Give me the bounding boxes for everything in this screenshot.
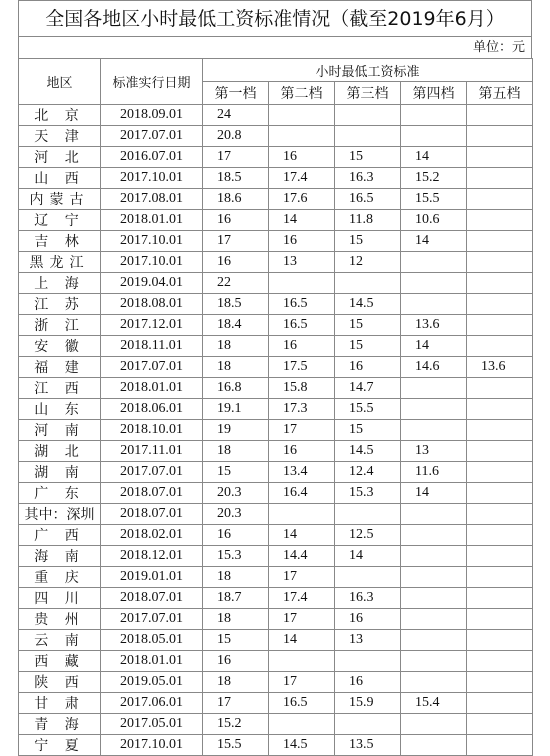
cell-tier-1: 16 xyxy=(203,651,269,672)
cell-region: 云 南 xyxy=(19,630,101,651)
cell-region: 宁 夏 xyxy=(19,735,101,756)
cell-tier-4: 14 xyxy=(401,231,467,252)
cell-tier-4 xyxy=(401,504,467,525)
cell-tier-1: 17 xyxy=(203,231,269,252)
cell-tier-4 xyxy=(401,525,467,546)
cell-region: 江 苏 xyxy=(19,294,101,315)
table-row xyxy=(19,126,533,147)
cell-tier-4: 14 xyxy=(401,483,467,504)
cell-tier-1: 19.1 xyxy=(203,399,269,420)
cell-tier-5 xyxy=(467,546,533,567)
cell-region: 河 北 xyxy=(19,147,101,168)
cell-tier-3: 13.5 xyxy=(335,735,401,756)
cell-tier-4 xyxy=(401,420,467,441)
cell-tier-3: 15 xyxy=(335,420,401,441)
cell-region: 安 徽 xyxy=(19,336,101,357)
cell-tier-4 xyxy=(401,567,467,588)
cell-date: 2018.07.01 xyxy=(101,588,203,609)
cell-region: 上 海 xyxy=(19,273,101,294)
cell-tier-3: 16 xyxy=(335,672,401,693)
table-row xyxy=(19,420,533,441)
cell-tier-3: 16.5 xyxy=(335,189,401,210)
cell-date: 2019.01.01 xyxy=(101,567,203,588)
cell-tier-5 xyxy=(467,693,533,714)
cell-tier-5 xyxy=(467,126,533,147)
cell-region: 陕 西 xyxy=(19,672,101,693)
header-wage-group: 小时最低工资标准 xyxy=(203,59,533,82)
cell-tier-2: 17.3 xyxy=(269,399,335,420)
header-date: 标准实行日期 xyxy=(101,59,203,105)
cell-tier-4 xyxy=(401,672,467,693)
cell-tier-2: 15.8 xyxy=(269,378,335,399)
cell-region: 辽 宁 xyxy=(19,210,101,231)
table-row xyxy=(19,189,533,210)
cell-date: 2018.05.01 xyxy=(101,630,203,651)
cell-tier-4 xyxy=(401,378,467,399)
cell-tier-4: 14.6 xyxy=(401,357,467,378)
cell-tier-5 xyxy=(467,441,533,462)
cell-tier-1: 16 xyxy=(203,210,269,231)
cell-tier-2: 17 xyxy=(269,672,335,693)
cell-date: 2018.12.01 xyxy=(101,546,203,567)
cell-date: 2018.06.01 xyxy=(101,399,203,420)
cell-region: 海 南 xyxy=(19,546,101,567)
cell-tier-3 xyxy=(335,651,401,672)
cell-tier-3: 15.3 xyxy=(335,483,401,504)
cell-tier-3: 15 xyxy=(335,315,401,336)
cell-tier-5 xyxy=(467,651,533,672)
table-row xyxy=(19,651,533,672)
cell-tier-5 xyxy=(467,588,533,609)
cell-tier-2: 16.5 xyxy=(269,294,335,315)
cell-tier-5 xyxy=(467,105,533,126)
cell-tier-1: 16 xyxy=(203,525,269,546)
cell-tier-4: 14 xyxy=(401,336,467,357)
cell-tier-3: 15 xyxy=(335,231,401,252)
cell-tier-5 xyxy=(467,378,533,399)
cell-tier-3 xyxy=(335,126,401,147)
cell-region: 贵 州 xyxy=(19,609,101,630)
table-row xyxy=(19,231,533,252)
cell-tier-4 xyxy=(401,273,467,294)
cell-tier-2: 16 xyxy=(269,441,335,462)
cell-tier-4: 15.5 xyxy=(401,189,467,210)
cell-tier-3: 16.3 xyxy=(335,588,401,609)
cell-tier-2: 17.6 xyxy=(269,189,335,210)
cell-region: 甘 肃 xyxy=(19,693,101,714)
cell-tier-2: 13 xyxy=(269,252,335,273)
cell-tier-2: 17 xyxy=(269,567,335,588)
cell-tier-1: 15.3 xyxy=(203,546,269,567)
cell-tier-4 xyxy=(401,294,467,315)
cell-tier-5 xyxy=(467,147,533,168)
table-row xyxy=(19,336,533,357)
cell-date: 2019.05.01 xyxy=(101,672,203,693)
cell-date: 2017.12.01 xyxy=(101,315,203,336)
cell-tier-3 xyxy=(335,714,401,735)
cell-tier-1: 16.8 xyxy=(203,378,269,399)
cell-tier-1: 20.3 xyxy=(203,483,269,504)
cell-tier-2 xyxy=(269,273,335,294)
cell-tier-3: 16 xyxy=(335,357,401,378)
table-row xyxy=(19,315,533,336)
cell-tier-5 xyxy=(467,567,533,588)
cell-date: 2017.08.01 xyxy=(101,189,203,210)
cell-tier-2: 16 xyxy=(269,147,335,168)
cell-tier-2 xyxy=(269,714,335,735)
cell-date: 2017.07.01 xyxy=(101,126,203,147)
table-row xyxy=(19,735,533,756)
cell-region: 浙 江 xyxy=(19,315,101,336)
cell-tier-2 xyxy=(269,504,335,525)
cell-tier-1: 15.2 xyxy=(203,714,269,735)
table-row xyxy=(19,273,533,294)
cell-tier-4 xyxy=(401,714,467,735)
cell-date: 2018.09.01 xyxy=(101,105,203,126)
cell-region: 湖 南 xyxy=(19,462,101,483)
cell-tier-5 xyxy=(467,609,533,630)
cell-tier-1: 18.5 xyxy=(203,294,269,315)
cell-tier-3 xyxy=(335,273,401,294)
cell-tier-1: 18 xyxy=(203,357,269,378)
cell-tier-2 xyxy=(269,126,335,147)
header-tier-2: 第二档 xyxy=(269,82,335,105)
table-row xyxy=(19,567,533,588)
cell-tier-2: 17 xyxy=(269,420,335,441)
cell-tier-2: 16.4 xyxy=(269,483,335,504)
cell-date: 2017.07.01 xyxy=(101,462,203,483)
cell-tier-4: 10.6 xyxy=(401,210,467,231)
cell-tier-3: 15.9 xyxy=(335,693,401,714)
cell-tier-5 xyxy=(467,273,533,294)
cell-tier-5 xyxy=(467,462,533,483)
cell-tier-3 xyxy=(335,105,401,126)
table-row xyxy=(19,483,533,504)
header-tier-3: 第三档 xyxy=(335,82,401,105)
table-row xyxy=(19,462,533,483)
cell-tier-1: 20.8 xyxy=(203,126,269,147)
cell-date: 2018.01.01 xyxy=(101,378,203,399)
cell-region: 河 南 xyxy=(19,420,101,441)
cell-tier-1: 19 xyxy=(203,420,269,441)
cell-tier-2: 17.4 xyxy=(269,168,335,189)
cell-region: 山 东 xyxy=(19,399,101,420)
cell-region: 黑龙江 xyxy=(19,252,101,273)
cell-date: 2018.01.01 xyxy=(101,651,203,672)
cell-tier-2 xyxy=(269,651,335,672)
cell-tier-2: 14 xyxy=(269,630,335,651)
cell-tier-1: 18 xyxy=(203,441,269,462)
cell-tier-3: 15 xyxy=(335,336,401,357)
cell-tier-1: 18 xyxy=(203,609,269,630)
cell-tier-1: 18.4 xyxy=(203,315,269,336)
cell-date: 2018.02.01 xyxy=(101,525,203,546)
cell-tier-3: 12 xyxy=(335,252,401,273)
cell-date: 2019.04.01 xyxy=(101,273,203,294)
cell-date: 2018.11.01 xyxy=(101,336,203,357)
cell-tier-3: 15 xyxy=(335,147,401,168)
table-body xyxy=(19,105,533,756)
table-row xyxy=(19,399,533,420)
cell-tier-4: 14 xyxy=(401,147,467,168)
cell-date: 2018.01.01 xyxy=(101,210,203,231)
cell-date: 2017.10.01 xyxy=(101,168,203,189)
cell-tier-5 xyxy=(467,525,533,546)
cell-region: 四 川 xyxy=(19,588,101,609)
cell-region: 江 西 xyxy=(19,378,101,399)
cell-tier-5 xyxy=(467,336,533,357)
cell-tier-5 xyxy=(467,504,533,525)
cell-date: 2018.08.01 xyxy=(101,294,203,315)
cell-tier-1: 18 xyxy=(203,336,269,357)
cell-region: 吉 林 xyxy=(19,231,101,252)
cell-tier-3: 14.5 xyxy=(335,441,401,462)
cell-tier-5 xyxy=(467,714,533,735)
cell-region: 福 建 xyxy=(19,357,101,378)
cell-tier-1: 18.5 xyxy=(203,168,269,189)
cell-tier-1: 17 xyxy=(203,147,269,168)
table-row xyxy=(19,609,533,630)
cell-tier-1: 20.3 xyxy=(203,504,269,525)
cell-tier-1: 17 xyxy=(203,693,269,714)
cell-tier-1: 18 xyxy=(203,672,269,693)
cell-tier-1: 16 xyxy=(203,252,269,273)
cell-tier-2: 17.5 xyxy=(269,357,335,378)
cell-tier-2: 16.5 xyxy=(269,693,335,714)
table-row xyxy=(19,210,533,231)
cell-tier-4 xyxy=(401,252,467,273)
cell-tier-5 xyxy=(467,168,533,189)
cell-date: 2016.07.01 xyxy=(101,147,203,168)
cell-date: 2017.10.01 xyxy=(101,735,203,756)
cell-tier-3: 14 xyxy=(335,546,401,567)
cell-tier-3: 14.5 xyxy=(335,294,401,315)
cell-tier-3: 14.7 xyxy=(335,378,401,399)
table-row xyxy=(19,630,533,651)
cell-tier-3 xyxy=(335,567,401,588)
table-row xyxy=(19,378,533,399)
cell-date: 2017.07.01 xyxy=(101,609,203,630)
cell-region: 西 藏 xyxy=(19,651,101,672)
cell-tier-3: 15.5 xyxy=(335,399,401,420)
table-row xyxy=(19,105,533,126)
cell-region: 天 津 xyxy=(19,126,101,147)
cell-tier-1: 15 xyxy=(203,630,269,651)
cell-tier-4: 13.6 xyxy=(401,315,467,336)
cell-tier-4 xyxy=(401,588,467,609)
cell-tier-4 xyxy=(401,105,467,126)
cell-tier-2 xyxy=(269,105,335,126)
cell-tier-1: 15 xyxy=(203,462,269,483)
cell-tier-5 xyxy=(467,420,533,441)
cell-tier-5 xyxy=(467,189,533,210)
cell-date: 2018.10.01 xyxy=(101,420,203,441)
cell-tier-5: 13.6 xyxy=(467,357,533,378)
cell-region: 北 京 xyxy=(19,105,101,126)
cell-tier-5 xyxy=(467,231,533,252)
table-header xyxy=(19,59,533,105)
cell-region: 山 西 xyxy=(19,168,101,189)
cell-tier-4 xyxy=(401,546,467,567)
header-tier-4: 第四档 xyxy=(401,82,467,105)
cell-tier-5 xyxy=(467,252,533,273)
cell-tier-4 xyxy=(401,399,467,420)
cell-region: 其中：深圳 xyxy=(19,504,101,525)
cell-region: 青 海 xyxy=(19,714,101,735)
cell-tier-3: 12.5 xyxy=(335,525,401,546)
cell-tier-4: 15.4 xyxy=(401,693,467,714)
cell-tier-2: 16 xyxy=(269,231,335,252)
cell-tier-1: 24 xyxy=(203,105,269,126)
table-row xyxy=(19,504,533,525)
cell-region: 内蒙古 xyxy=(19,189,101,210)
cell-tier-1: 18.7 xyxy=(203,588,269,609)
table-row xyxy=(19,147,533,168)
table-row xyxy=(19,714,533,735)
cell-tier-4 xyxy=(401,609,467,630)
table-row xyxy=(19,357,533,378)
cell-tier-5 xyxy=(467,483,533,504)
table-row xyxy=(19,252,533,273)
cell-region: 湖 北 xyxy=(19,441,101,462)
minimum-wage-table xyxy=(18,58,533,756)
cell-date: 2017.10.01 xyxy=(101,231,203,252)
cell-tier-1: 18.6 xyxy=(203,189,269,210)
cell-tier-2: 14 xyxy=(269,210,335,231)
table-title: 全国各地区小时最低工资标准情况（截至2019年6月） xyxy=(18,0,532,36)
cell-tier-3: 16.3 xyxy=(335,168,401,189)
cell-tier-3: 13 xyxy=(335,630,401,651)
cell-tier-5 xyxy=(467,630,533,651)
table-row xyxy=(19,546,533,567)
cell-date: 2017.11.01 xyxy=(101,441,203,462)
cell-date: 2017.05.01 xyxy=(101,714,203,735)
cell-tier-2: 14.5 xyxy=(269,735,335,756)
cell-tier-5 xyxy=(467,399,533,420)
cell-date: 2017.06.01 xyxy=(101,693,203,714)
cell-tier-5 xyxy=(467,672,533,693)
cell-tier-4 xyxy=(401,126,467,147)
cell-tier-4: 11.6 xyxy=(401,462,467,483)
cell-date: 2017.10.01 xyxy=(101,252,203,273)
cell-region: 广 西 xyxy=(19,525,101,546)
cell-tier-5 xyxy=(467,735,533,756)
cell-tier-2: 14.4 xyxy=(269,546,335,567)
header-tier-1: 第一档 xyxy=(203,82,269,105)
cell-date: 2018.07.01 xyxy=(101,504,203,525)
header-tier-5: 第五档 xyxy=(467,82,533,105)
table-row xyxy=(19,168,533,189)
cell-tier-5 xyxy=(467,210,533,231)
cell-tier-2: 14 xyxy=(269,525,335,546)
cell-tier-4: 13 xyxy=(401,441,467,462)
cell-region: 广 东 xyxy=(19,483,101,504)
cell-tier-1: 18 xyxy=(203,567,269,588)
unit-label: 单位：元 xyxy=(18,36,532,58)
cell-date: 2017.07.01 xyxy=(101,357,203,378)
cell-date: 2018.07.01 xyxy=(101,483,203,504)
cell-tier-4 xyxy=(401,630,467,651)
cell-tier-5 xyxy=(467,315,533,336)
header-region: 地区 xyxy=(19,59,101,105)
cell-tier-3: 11.8 xyxy=(335,210,401,231)
cell-tier-4: 15.2 xyxy=(401,168,467,189)
table-row xyxy=(19,441,533,462)
cell-tier-1: 15.5 xyxy=(203,735,269,756)
cell-tier-2: 13.4 xyxy=(269,462,335,483)
cell-tier-4 xyxy=(401,651,467,672)
cell-tier-3: 12.4 xyxy=(335,462,401,483)
cell-tier-1: 22 xyxy=(203,273,269,294)
cell-tier-3: 16 xyxy=(335,609,401,630)
cell-tier-4 xyxy=(401,735,467,756)
cell-tier-5 xyxy=(467,294,533,315)
cell-tier-2: 16 xyxy=(269,336,335,357)
cell-tier-2: 16.5 xyxy=(269,315,335,336)
cell-tier-2: 17 xyxy=(269,609,335,630)
table-row xyxy=(19,294,533,315)
cell-tier-3 xyxy=(335,504,401,525)
table-row xyxy=(19,525,533,546)
cell-tier-2: 17.4 xyxy=(269,588,335,609)
table-row xyxy=(19,672,533,693)
table-row xyxy=(19,588,533,609)
table-row xyxy=(19,693,533,714)
cell-region: 重 庆 xyxy=(19,567,101,588)
